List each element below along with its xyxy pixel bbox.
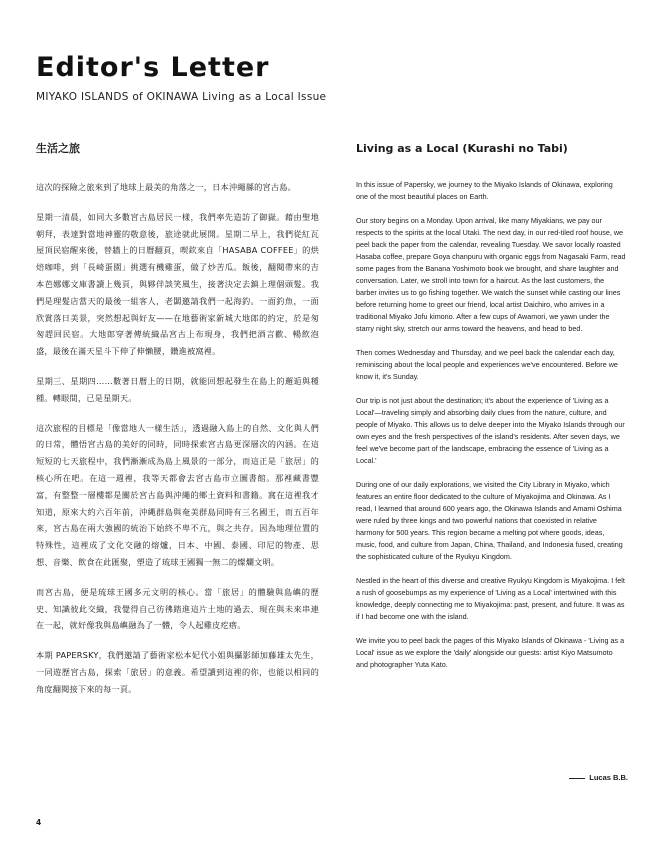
english-column: [356, 142, 626, 683]
signature: [569, 773, 628, 782]
chinese-paragraph: 星期一清晨，如同大多數宮古島居民一樣，我們率先造訪了御嶽。藉由聖地朝拜，表達對當地神靈的敬意後，旅途就此展開。星期二早上，我們從紅瓦屋頂民宿醒來後，替牆上的日曆翻頁，喫欽來自「HASABA COFFEE」的烘焙咖啡，到「長崎蛋園」挑選有機雞蛋，做了炒苦瓜。飯後，翻閱帶來的吉本芭娜娜文庫書讀上幾頁，與夥伴談笑風生，接著決定去鎮上理個頭髮。我們是理髮店當天的最後一組客人，老闆邀請我們一起海釣。一面釣魚，一面欣賞落日美景，突然想起與好友——在地藝術家新城大地郎的約定，於是匆匆趕回民宿。大地郎穿著傳統織品宮古上布現身，我們把酒言歡、暢飲泡盛，最後在滿天星斗下伸了伸懶腰，鑽進被窩裡。: [36, 211, 319, 357]
chinese-paragraph: 這次的探險之旅來到了地球上最美的角落之一，日本沖繩縣的宮古島。: [36, 182, 297, 192]
english-paragraph: In this issue of Papersky, we journey to the Miyako Islands of Okinawa, exploring one of the most beautiful places on Earth.: [356, 180, 613, 201]
english-paragraph: Then comes Wednesday and Thursday, and we peel back the calendar each day, reminiscing about the local people and experiences we've encountered. Before we know it, it's Sunday.: [356, 348, 618, 381]
signature-name: Lucas B.B.: [589, 773, 628, 782]
english-paragraph: Our trip is not just about the destination; it's about the experience of 'Living as a Local'—traveling simply and absorbing daily clues from the nature, culture, and people of Miyako. This allows us to delve deeper into the Miyako Islands through our own eyes and the fresh perspectives of the island's residents. After seven days, we feel we've become part of the landscape, embracing the essence of 'Living as a Local.': [356, 396, 625, 465]
english-paragraph: Our story begins on a Monday. Upon arrival, like many Miyakians, we pay our respects to the spirits at the local Utaki. The next day, in our red-tiled roof house, we peel back the paper from the calendar, revealing Tuesday. We savor locally roasted Hasaba coffee, prepare Goya chanpuru with organic eggs from Nagasaki Farm, read some pages from the Banana Yoshimoto book we brought, and share laughter and conversation. Later, we stroll into town for a haircut. As the last customers, the barber invites us to go fishing together. We watch the sunset while casting our lines before returning home to greet our friend, local artist Daichiro, who arrives in a traditional Miyako Jofu kimono. After a few cups of Awamori, we yawn under the starry night sky, stretch our arms toward the heavens, and head to bed.: [356, 216, 626, 333]
issue-subtitle: MIYAKO ISLANDS of OKINAWA Living as a Local Issue: [36, 91, 327, 103]
english-paragraph: During one of our daily explorations, we visited the City Library in Miyako, which features an entire floor dedicated to the culture of Miyakojima and Okinawa. As I read, I learned that around 600 years ago, the Okinawa Islands and Amami Oshima were ruled by three kings and two powerful nations that coexisted in relative harmony for 500 years. This region became a melting pot where goods, ideas, music, food, and culture from Japan, China, Thailand, and Indonesia fused, creating the sophisticated culture of the Ryukyu Kingdom.: [356, 480, 623, 561]
english-paragraph: Nestled in the heart of this diverse and creative Ryukyu Kingdom is Miyakojima. I felt a rush of goosebumps as my experience of 'Living as a Local' intertwined with this knowledge, deeply connecting me to Miyakojima: past, present, and future. It was as if I had become one with the island.: [356, 576, 625, 621]
chinese-column: [36, 142, 319, 711]
english-heading: Living as a Local (Kurashi no Tabi): [356, 142, 568, 155]
chinese-heading: 生活之旅: [36, 142, 80, 155]
signature-dash: [569, 778, 585, 779]
page-number: 4: [36, 818, 42, 827]
chinese-paragraph: 本期 PAPERSKY，我們邀請了藝術家松本妃代小姐與攝影師加藤雄太先生，一同遊歷宮古島，探索「旅居」的意義。希望讀到這裡的你，也能以相同的角度翻閱接下來的每一頁。: [36, 650, 319, 694]
chinese-paragraph: 而宮古島，便是琉球王國多元文明的核心。當「旅居」的體驗與島嶼的歷史、知識彼此交織，我覺得自己彷彿踏進這片土地的過去、現在與未來串連在一起，就好像我與島嶼融為了一體，令人起雞皮疙瘩。: [36, 586, 319, 631]
page-title: Editor's Letter: [36, 52, 270, 83]
english-paragraph: We invite you to peel back the pages of this Miyako Islands of Okinawa - 'Living as a Local' issue as we explore the 'daily' alongside our guests: artist Kiyo Matsumoto and photographer Yuta Kato.: [356, 636, 625, 669]
chinese-paragraph: 這次旅程的目標是「像當地人一樣生活」，透過融入島上的自然、文化與人們的日常，體悟宮古島的美好的同時，同時探索宮古島更深層次的內涵。在這短短的七天旅程中，我們漸漸成為島上風景的一部分，而這正是「旅居」的核心所在吧。在這一週裡，我等天都會去宮古島市立圖書館。那裡藏書豐富，有整整一層樓都是關於宮古島與沖繩的鄉土資料和書籍。窩在這裡我才知道，原來大約六百年前，沖縄群島與奄美群島同時有三名國王，而五百年來，宮古島在兩大強國的統治下始終不卑不亢，與之共存。因為地理位置的特殊性，這裡成了文化交融的熔爐，日本、中國、泰國、印尼的物產、思想、音樂、飲食在此匯聚，塑造了琉球王國獨一無二的燦爛文明。: [36, 422, 319, 567]
page-header: [36, 52, 626, 103]
chinese-paragraph: 星期三、星期四……數著日曆上的日期，就能回想起發生在島上的邂逅與種種。轉眼間，已是星期天。: [36, 375, 319, 403]
